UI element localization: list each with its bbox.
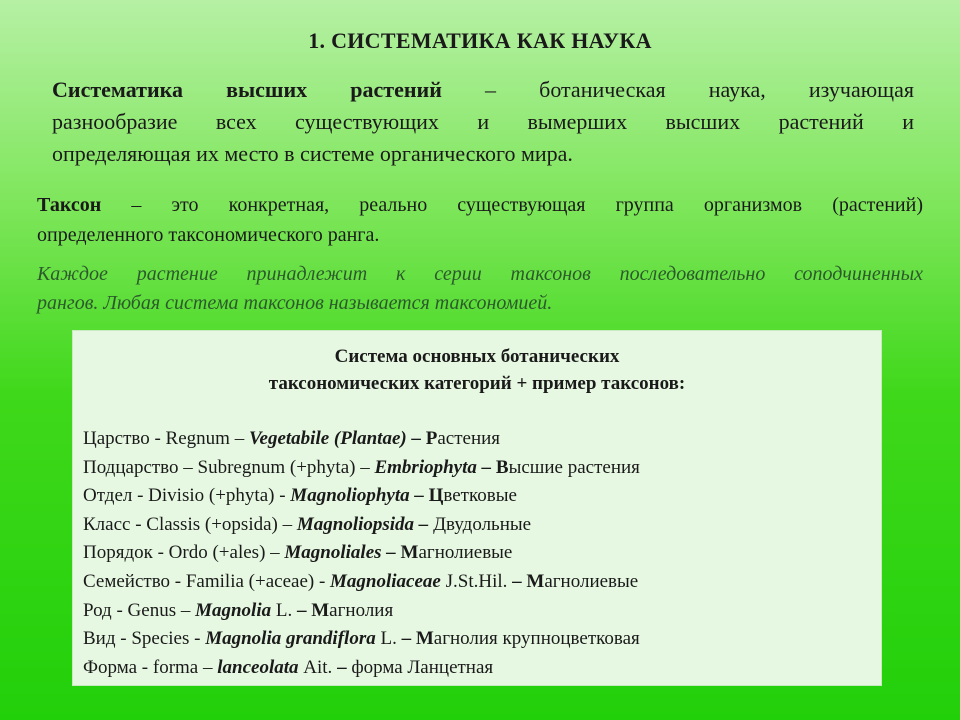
taxonomy-note-line2: рангов. Любая система таксонов называется таксономией. xyxy=(37,292,553,314)
taxonomic-categories-box xyxy=(72,330,882,686)
taxa-row-kingdom: Царство - Regnum – Vegetabile (Plantae) – Растения xyxy=(83,428,501,449)
taxa-row-division: Отдел - Divisio (+phyta) - Magnoliophyta – Цветковые xyxy=(83,485,517,507)
taxa-row-genus: Род - Genus – Magnolia L. – Магнолия xyxy=(83,599,394,621)
systematics-term: Систематика высших растений xyxy=(52,77,442,102)
taxon-definition-line2: определенного таксономического ранга. xyxy=(37,224,380,246)
box-title xyxy=(73,343,881,397)
taxon-definition-line1: – это конкретная, реально существующая группа организмов (растений) xyxy=(101,194,923,216)
taxa-row-family: Семейство - Familia (+aceae) - Magnoliaceae J.St.Hil. – Магнолиевые xyxy=(83,570,639,592)
systematics-definition xyxy=(52,74,914,170)
taxa-row-species: Вид - Species - Magnolia grandiflora L. – Магнолия крупноцветковая xyxy=(83,628,640,650)
taxa-list xyxy=(83,425,873,682)
slide-title: 1. СИСТЕМАТИКА КАК НАУКА xyxy=(308,28,652,53)
taxa-row-form: Форма - forma – lanceolata Ait. – форма Ланцетная xyxy=(83,656,494,678)
taxa-row-class: Класс - Classis (+opsida) – Magnoliopsida – Двудольные xyxy=(83,513,532,535)
taxon-term: Таксон xyxy=(37,194,102,216)
box-title-line2: таксономических категорий + пример таксонов: xyxy=(268,373,686,394)
taxonomy-note xyxy=(37,260,923,318)
systematics-definition-line1: – ботаническая наука, изучающая xyxy=(441,77,914,102)
taxon-definition xyxy=(37,190,923,250)
taxonomy-note-line1: Каждое растение принадлежит к серии таксонов последовательно соподчиненных xyxy=(37,263,923,285)
systematics-definition-line3: определяющая их место в системе органического мира. xyxy=(52,141,573,166)
box-title-line1: Система основных ботанических xyxy=(334,346,620,367)
systematics-definition-line2: разнообразие всех существующих и вымерших высших растений и xyxy=(52,109,914,134)
taxa-row-order: Порядок - Ordo (+ales) – Magnoliales – Магнолиевые xyxy=(83,542,513,564)
taxa-row-subkingdom: Подцарство – Subregnum (+phyta) – Embriophyta – Высшие растения xyxy=(83,456,640,478)
